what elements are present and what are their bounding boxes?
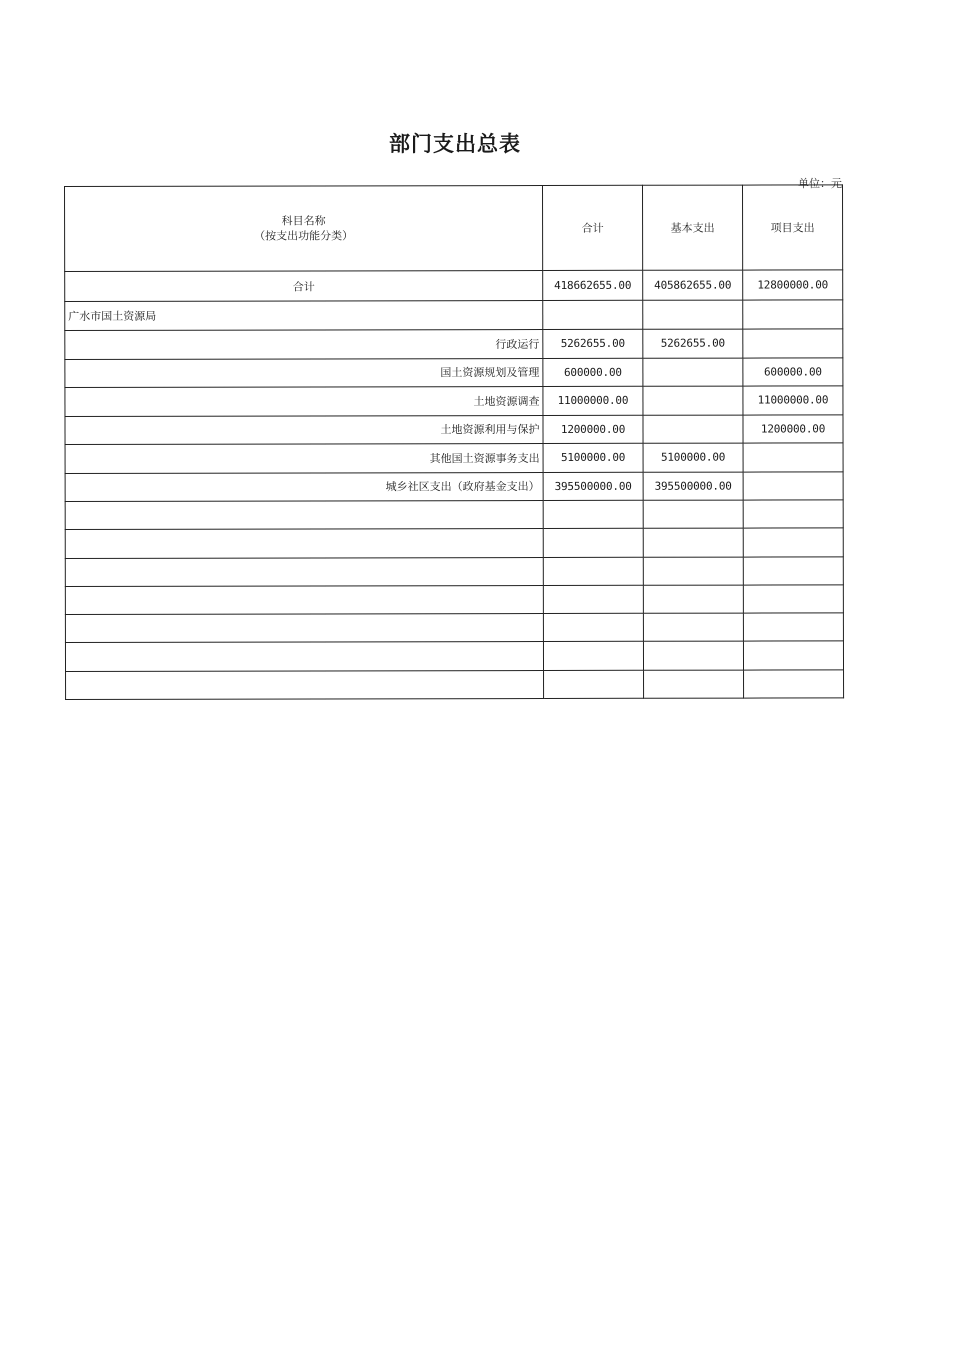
row-name: 其他国土资源事务支出	[65, 443, 543, 473]
header-project-expense: 项目支出	[742, 185, 842, 270]
row-total: 1200000.00	[543, 415, 643, 444]
header-subject-name	[65, 185, 543, 271]
empty-row	[65, 585, 843, 615]
empty-row	[66, 670, 844, 700]
total-row-project: 12800000.00	[743, 270, 843, 300]
empty-cell	[543, 557, 643, 586]
department-basic	[643, 300, 743, 329]
header-row	[65, 185, 843, 272]
empty-cell	[743, 528, 843, 557]
expense-table	[64, 184, 844, 700]
empty-cell	[65, 529, 543, 558]
row-project	[743, 443, 843, 472]
row-project: 11000000.00	[743, 386, 843, 415]
row-basic	[643, 358, 743, 387]
empty-cell	[743, 585, 843, 614]
empty-cell	[543, 642, 643, 671]
empty-row	[65, 641, 843, 671]
empty-cell	[743, 613, 843, 642]
empty-cell	[744, 670, 844, 699]
total-row-label: 合计	[65, 270, 543, 301]
empty-cell	[543, 529, 643, 558]
total-row-basic: 405862655.00	[643, 270, 743, 300]
total-row	[65, 270, 843, 302]
row-basic: 395500000.00	[643, 472, 743, 501]
empty-cell	[66, 670, 544, 699]
row-total: 5262655.00	[543, 329, 643, 358]
empty-row	[65, 556, 843, 586]
empty-cell	[65, 500, 543, 529]
table-row	[65, 471, 843, 501]
row-name: 土地资源调查	[65, 386, 543, 416]
empty-cell	[65, 642, 543, 671]
empty-cell	[643, 613, 743, 642]
row-name: 行政运行	[65, 329, 543, 359]
unit-label: 单位：元	[798, 177, 842, 190]
empty-cell	[643, 642, 743, 671]
total-row-total: 418662655.00	[543, 270, 643, 300]
table-row	[65, 386, 843, 416]
empty-cell	[743, 641, 843, 670]
row-name: 国土资源规划及管理	[65, 358, 543, 388]
table-row	[65, 443, 843, 473]
department-total	[543, 300, 643, 329]
table-row	[65, 357, 843, 387]
header-total: 合计	[543, 185, 643, 270]
empty-cell	[643, 500, 743, 529]
empty-cell	[743, 500, 843, 529]
empty-cell	[643, 528, 743, 557]
empty-cell	[644, 670, 744, 699]
empty-cell	[743, 556, 843, 585]
row-project: 1200000.00	[743, 414, 843, 443]
department-project	[743, 300, 843, 329]
empty-cell	[543, 613, 643, 642]
empty-cell	[543, 585, 643, 614]
empty-cell	[643, 585, 743, 614]
table-row	[65, 414, 843, 444]
row-total: 600000.00	[543, 358, 643, 387]
empty-row	[65, 528, 843, 558]
header-basic-expense: 基本支出	[642, 185, 742, 270]
page-title: 部门支出总表	[389, 132, 521, 156]
row-total: 5100000.00	[543, 443, 643, 472]
header-subject-name-line2: （按支出功能分类）	[254, 229, 354, 243]
empty-cell	[65, 557, 543, 586]
empty-cell	[543, 500, 643, 529]
department-row	[65, 300, 843, 331]
department-name: 广水市国土资源局	[65, 300, 543, 330]
empty-row	[65, 500, 843, 530]
empty-row	[65, 613, 843, 643]
header-subject-name-line1: 科目名称	[281, 214, 326, 228]
table-row	[65, 329, 843, 359]
row-project	[743, 471, 843, 500]
empty-cell	[643, 557, 743, 586]
row-total: 395500000.00	[543, 472, 643, 501]
row-basic	[643, 415, 743, 444]
row-name: 城乡社区支出（政府基金支出）	[65, 472, 543, 502]
row-total: 11000000.00	[543, 386, 643, 415]
row-basic: 5100000.00	[643, 443, 743, 472]
empty-cell	[65, 614, 543, 643]
empty-cell	[65, 585, 543, 614]
row-name: 土地资源利用与保护	[65, 415, 543, 445]
row-project	[743, 329, 843, 358]
row-project: 600000.00	[743, 357, 843, 386]
empty-cell	[544, 670, 644, 699]
row-basic: 5262655.00	[643, 329, 743, 358]
row-basic	[643, 386, 743, 415]
